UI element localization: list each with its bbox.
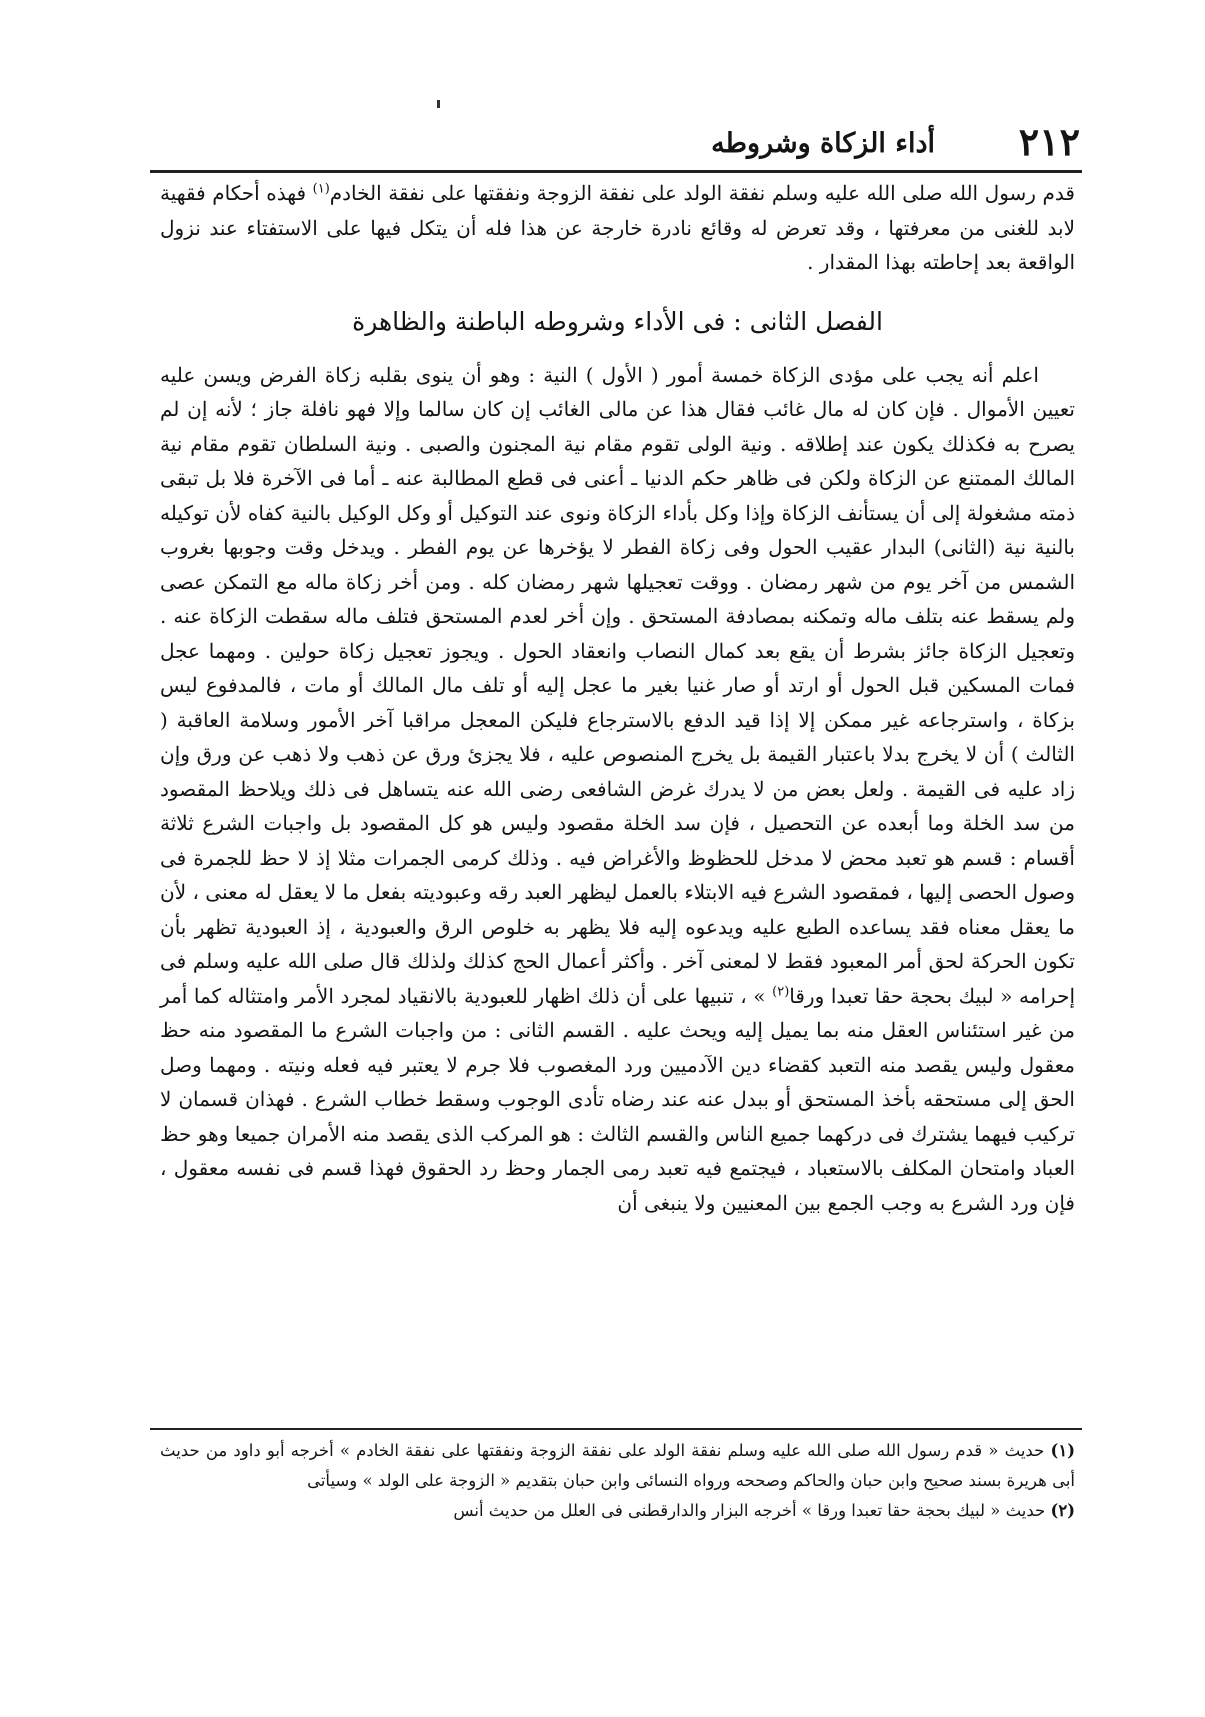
page-number: ٢١٢ xyxy=(1018,119,1080,164)
footnote-number: (٢) xyxy=(1050,1501,1075,1520)
ink-mark xyxy=(437,100,440,108)
running-title: أداء الزكاة وشروطه xyxy=(711,128,935,159)
footnote-text: حديث « لبيك بحجة حقا تعبدا ورقا » أخرجه البزار والدارقطنى فى العلل من حديث أنس xyxy=(453,1501,1046,1520)
footnote-2 xyxy=(160,1496,1075,1526)
main-paragraph xyxy=(160,358,1075,1221)
footnotes xyxy=(160,1436,1075,1526)
intro-text-cont: فهذه أحكام فقهية لابد للغنى من معرفتها ، وقد تعرض له وقائع نادرة خارجة عن هذا فله أن يتكل فيها على الاستفتاء عند نزول الواقعة بعد إحاطته بهذا المقدار . xyxy=(160,181,1075,274)
intro-paragraph xyxy=(160,176,1075,280)
page-header xyxy=(150,119,1080,172)
footnote-rule xyxy=(150,1428,1082,1430)
footnote-ref-2[interactable]: (٢) xyxy=(772,983,790,999)
footnote-1 xyxy=(160,1436,1075,1496)
header-rule xyxy=(150,170,1082,173)
footnote-ref-1[interactable]: (١) xyxy=(312,181,330,197)
main-text-cont: » ، تنبيها على أن ذلك اظهار للعبودية بالانقياد لمجرد الأمر وامتثاله كما أمر من غير استئناس العقل منه بما يميل إليه ويحث عليه . القسم الثانى : من واجبات الشرع ما المقصود منه حظ معقول وليس يقصد منه التعبد كقضاء دين الآدميين ورد المغصوب فلا جرم لا يعتبر فيه فعله ونيته . ومهما وصل الحق إلى مستحقه بأخذ المستحق أو ببدل عنه عند رضاه تأدى الوجوب وسقط خطاب الشرع . فهذان قسمان لا تركيب فيهما يشترك فى دركهما جميع الناس والقسم الثالث : هو المركب الذى يقصد منه الأمران جميعا وهو حظ العباد وامتحان المكلف بالاستعباد ، فيجتمع فيه تعبد رمى الجمار وحظ رد الحقوق فهذا قسم فى نفسه معقول ، فإن ورد الشرع به وجب الجمع بين المعنيين ولا ينبغى أن xyxy=(160,983,1075,1215)
body-text xyxy=(160,176,1075,1220)
section-heading: الفصل الثانى : فى الأداء وشروطه الباطنة والظاهرة xyxy=(352,306,883,336)
footnote-number: (١) xyxy=(1050,1441,1075,1460)
footnote-text: حديث « قدم رسول الله صلى الله عليه وسلم نفقة الولد على نفقة الزوجة ونفقتها على نفقة الخادم » أخرجه أبو داود من حديث أبى هريرة بسند صحيح وابن حبان والحاكم وصححه ورواه النسائى وابن حبان بتقديم « الزوجة على الولد » وسيأتى xyxy=(160,1441,1075,1490)
intro-text: قدم رسول الله صلى الله عليه وسلم نفقة الولد على نفقة الزوجة ونفقتها على نفقة الخادم xyxy=(329,181,1075,205)
main-text: اعلم أنه يجب على مؤدى الزكاة خمسة أمور ( الأول ) النية : وهو أن ينوى بقلبه زكاة الفرض ويسن عليه تعيين الأموال . فإن كان له مال غائب فقال هذا عن مالى الغائب إن كان سالما وإلا فهو نافلة جاز ؛ لأنه إن لم يصرح به فكذلك يكون عند إطلاقه . ونية الولى تقوم مقام نية المجنون والصبى . ونية السلطان تقوم مقام نية المالك الممتنع عن الزكاة ولكن فى ظاهر حكم الدنيا ـ أعنى فى قطع المطالبة عنه ـ أما فى الآخرة فلا بل تبقى ذمته مشغولة إلى أن يستأنف الزكاة وإذا وكل بأداء الزكاة ونوى عند التوكيل أو وكل الوكيل بالنية كفاه لأن توكيله بالنية نية (الثانى) البدار عقيب الحول وفى زكاة الفطر لا يؤخرها عن يوم الفطر . ويدخل وقت وجوبها بغروب الشمس من آخر يوم من شهر رمضان . ووقت تعجيلها شهر رمضان كله . ومن أخر زكاة ماله مع التمكن عصى ولم يسقط عنه بتلف ماله وتمكنه بمصادفة المستحق . وإن أخر لعدم المستحق فتلف ماله سقطت الزكاة عنه . وتعجيل الزكاة جائز بشرط أن يقع بعد كمال النصاب وانعقاد الحول . ويجوز تعجيل زكاة حولين . ومهما عجل فمات المسكين قبل الحول أو ارتد أو صار غنيا بغير ما عجل إليه أو تلف مال المالك أو مات ، فالمدفوع ليس بزكاة ، واسترجاعه غير ممكن إلا إذا قيد الدفع بالاسترجاع فليكن المعجل مراقبا آخر الأمور وسلامة العاقبة ( الثالث ) أن لا يخرج بدلا باعتبار القيمة بل يخرج المنصوص عليه ، فلا يجزئ ورق عن ذهب ولا ذهب عن ورق وإن زاد عليه فى القيمة . ولعل بعض من لا يدرك غرض الشافعى رضى الله عنه يتساهل فى ذلك ويلاحظ المقصود من سد الخلة وما أبعده عن التحصيل ، فإن سد الخلة مقصود وليس هو كل المقصود بل واجبات الشرع ثلاثة أقسام : قسم هو تعبد محض لا مدخل للحظوظ والأغراض فيه . وذلك كرمى الجمرات مثلا إذ لا حظ للجمرة فى وصول الحصى إليها ، فمقصود الشرع فيه الابتلاء بالعمل ليظهر العبد رقه وعبوديته بفعل ما لا يعقل له معنى ، لأن ما يعقل معناه فقد يساعده الطبع عليه ويدعوه إليه فلا يظهر به خلوص الرق والعبودية ، إذ العبودية تظهر بأن تكون الحركة لحق أمر المعبود فقط لا لمعنى آخر . وأكثر أعمال الحج كذلك ولذلك قال صلى الله عليه وسلم فى إحرامه « لبيك بحجة حقا تعبدا ورقا xyxy=(160,362,1076,1008)
